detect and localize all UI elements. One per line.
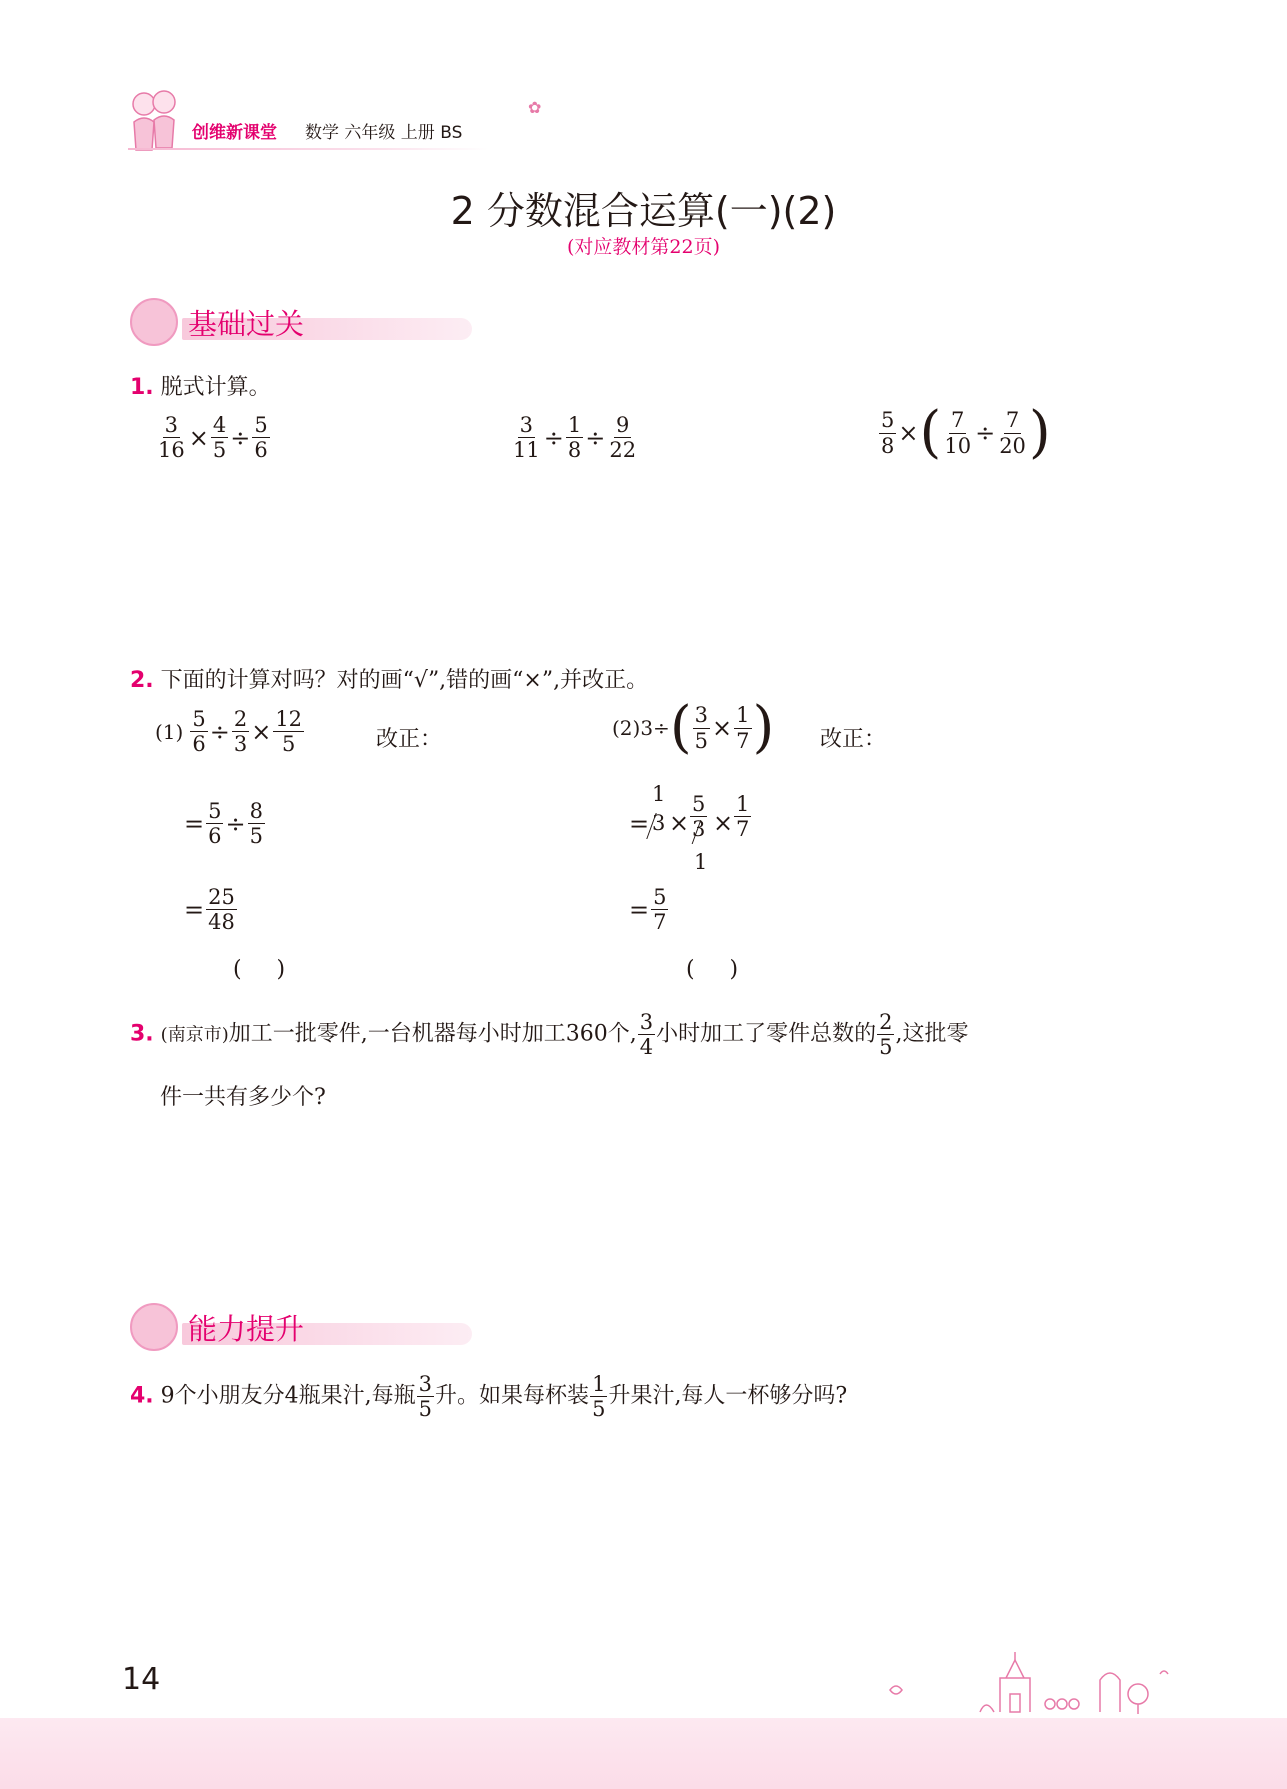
- q1-expression-3: [878, 400, 1051, 465]
- operator: ÷: [543, 423, 564, 452]
- question-4: [130, 1372, 847, 1421]
- cancel-bottom-number: 1: [694, 850, 708, 874]
- question-1: [130, 370, 271, 401]
- fraction: $\frac{3}{16}$: [158, 413, 185, 463]
- fraction: $\frac{5}{6}$: [192, 707, 206, 757]
- page-subtitle: (对应教材第22页): [566, 236, 720, 258]
- fraction: $\frac{4}{5}$: [212, 413, 227, 463]
- right-paren: ): [1028, 400, 1051, 465]
- cartoon-face-icon: [130, 298, 178, 346]
- fraction: $\frac{8}{5}$: [249, 799, 263, 849]
- castle-doodle-icon: [880, 1650, 1170, 1724]
- question-text: 升。如果每杯装: [435, 1383, 590, 1409]
- q2-part1-answer-paren[interactable]: ( ): [233, 957, 286, 982]
- right-paren: ): [752, 695, 775, 760]
- fraction: $\frac{1}{7}$: [736, 792, 750, 842]
- operator: ×: [713, 809, 734, 837]
- q2-part2-answer-paren[interactable]: ( ): [686, 957, 739, 982]
- left-paren: (: [669, 695, 692, 760]
- fraction: $\frac{3}{11}$: [513, 413, 540, 463]
- fraction: $\frac{5}{7}$: [653, 885, 667, 935]
- fraction: $\frac{2}{5}$: [879, 1010, 893, 1060]
- question-text: 脱式计算。: [160, 375, 271, 400]
- footer-band: [0, 1718, 1287, 1789]
- question-text: 下面的计算对吗？对的画“√”,错的画“×”,并改正。: [160, 668, 649, 693]
- question-text: 小时加工了零件总数的: [656, 1021, 877, 1047]
- cancelled-three: 3: [652, 811, 666, 835]
- fraction: $\frac{1}{8}$: [567, 413, 582, 463]
- question-number: 4.: [130, 1383, 154, 1409]
- left-paren: (: [919, 400, 942, 465]
- fraction: $\frac{2}{3}$: [233, 707, 248, 757]
- operator: ÷: [230, 423, 251, 452]
- equals: =: [629, 895, 650, 924]
- fraction: $\frac{7}{10}$: [944, 408, 972, 458]
- cancel-top-number: 1: [652, 782, 666, 806]
- question-text: 加工一批零件,一台机器每小时加工360个,: [228, 1021, 637, 1047]
- part-label: (1): [155, 719, 184, 744]
- fraction: $\frac{1}{5}$: [592, 1372, 606, 1422]
- q2-part2-expression: [612, 695, 775, 760]
- page-title: 2 分数混合运算(一)(2): [450, 189, 837, 233]
- cancel-slash: [646, 813, 670, 839]
- q1-expression-2: [510, 413, 639, 462]
- question-text: ,这批零: [895, 1021, 969, 1047]
- question-3: [130, 1010, 968, 1059]
- q2-part2-step2: [628, 885, 669, 934]
- part-label: (2)3÷: [612, 716, 670, 740]
- fraction: $\frac{3}{5}$: [418, 1372, 433, 1422]
- header-brand: 创维新课堂: [192, 123, 277, 143]
- operator: ÷: [585, 423, 606, 452]
- question-number: 1.: [130, 375, 154, 400]
- fraction: $\frac{9}{22}$: [609, 413, 637, 463]
- question-3-line-2: 件一共有多少个?: [160, 1085, 326, 1110]
- fraction: $\frac{5}{8}$: [881, 408, 895, 458]
- fraction: $\frac{25}{48}$: [208, 885, 235, 935]
- operator: ÷: [225, 809, 246, 838]
- page-number: 14: [122, 1662, 161, 1697]
- question-2: [130, 663, 648, 694]
- fraction: $\frac{3}{5}$: [694, 703, 709, 753]
- operator: ×: [898, 419, 919, 447]
- header-subject: 数学 六年级 上册 BS: [305, 123, 463, 143]
- fraction: $\frac{1}{7}$: [736, 703, 750, 753]
- question-source: (南京市): [160, 1024, 229, 1046]
- operator: ×: [712, 714, 733, 742]
- equals: =: [184, 895, 205, 924]
- header-divider: [128, 148, 488, 150]
- question-text: 9个小朋友分4瓶果汁,每瓶: [160, 1383, 416, 1409]
- fraction: $\frac{5}{6}$: [208, 799, 222, 849]
- operator: ÷: [209, 717, 230, 746]
- q1-expression-1: [155, 413, 271, 462]
- equals: =: [629, 810, 650, 838]
- question-text: 升果汁,每人一杯够分吗?: [608, 1383, 848, 1409]
- equals: =: [184, 809, 205, 838]
- q2-part1-step2: [183, 885, 238, 934]
- cartoon-face-icon: [130, 1303, 178, 1351]
- section-basic-label: 基础过关: [188, 307, 305, 341]
- fraction: $\frac{5}{6}$: [254, 413, 268, 463]
- fraction: $\frac{12}{5}$: [275, 707, 303, 757]
- q2-part2-step1: [628, 782, 768, 878]
- operator: ×: [188, 423, 209, 452]
- question-number: 3.: [130, 1021, 154, 1047]
- section-basic-badge: [130, 298, 480, 344]
- section-advanced-label: 能力提升: [188, 1312, 305, 1346]
- operator: ×: [251, 717, 272, 746]
- fraction: $\frac{7}{20}$: [999, 408, 1026, 458]
- q2-part2-fix-label: 改正：: [820, 727, 887, 752]
- q2-part1-fix-label: 改正：: [376, 727, 443, 752]
- fraction: $\frac{5}{3}$: [692, 792, 706, 842]
- operator: ×: [669, 809, 690, 837]
- section-advanced-badge: [130, 1303, 480, 1349]
- q2-part1-step1: [183, 799, 266, 848]
- fraction: $\frac{3}{4}$: [639, 1010, 654, 1060]
- operator: ÷: [975, 419, 996, 447]
- question-number: 2.: [130, 668, 154, 693]
- header-butterfly-icon: ✿: [528, 98, 542, 117]
- q2-part1-expression: [155, 707, 305, 756]
- header-logo-kids-illustration: [128, 86, 180, 156]
